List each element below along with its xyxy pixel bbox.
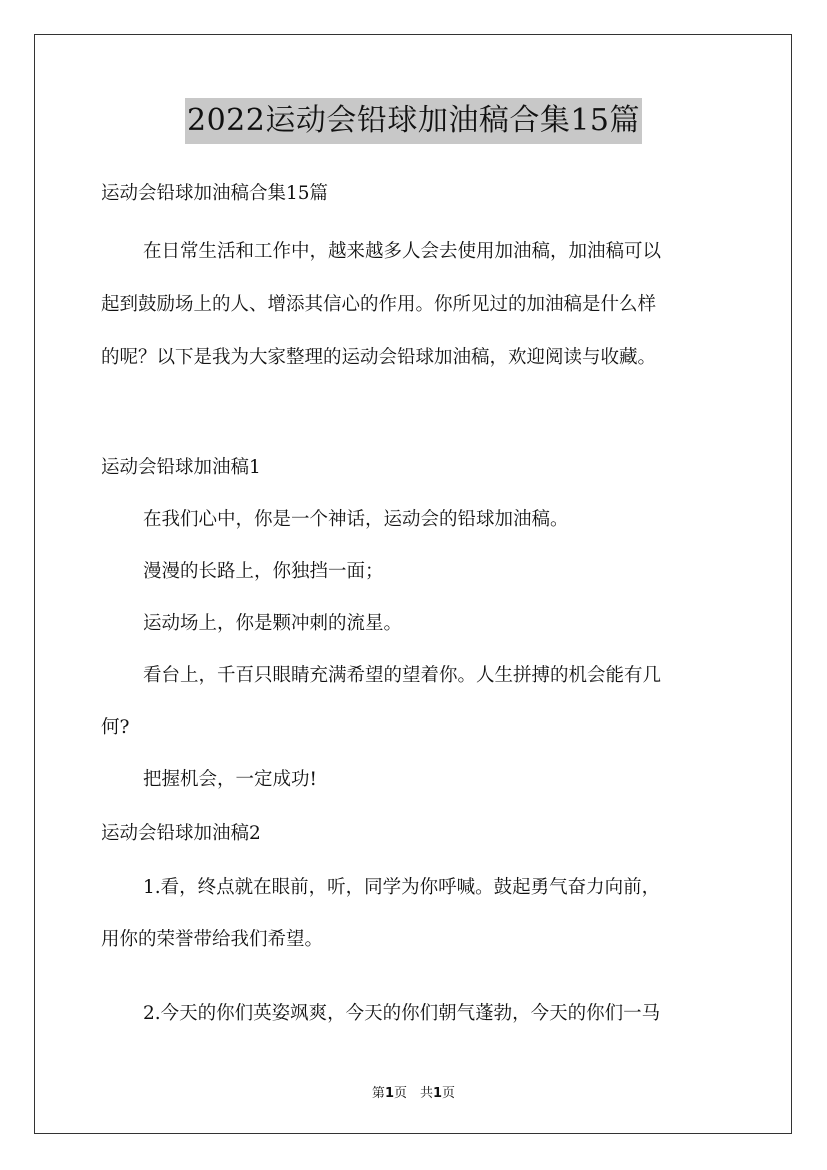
paragraph-line: 2.今天的你们英姿飒爽，今天的你们朝气蓬勃，今天的你们一马 (143, 1003, 661, 1024)
section-heading: 运动会铅球加油稿2 (101, 823, 261, 844)
subtitle: 运动会铅球加油稿合集15篇 (101, 183, 329, 204)
spacer (101, 382, 729, 446)
footer-prefix: 第 (371, 1086, 385, 1101)
paragraph-line: 用你的荣誉带给我们希望。 (101, 929, 324, 950)
paragraph-line: 在我们心中，你是一个神话，运动会的铅球加油稿。 (143, 509, 569, 530)
footer-suffix: 页 (442, 1086, 456, 1101)
paragraph-line: 运动场上，你是颗冲刺的流星。 (143, 613, 403, 634)
intro-line: 在日常生活和工作中，越来越多人会去使用加油稿，加油稿可以 (143, 241, 662, 262)
document-body (101, 174, 729, 1040)
footer-total-pages: 1 (433, 1086, 443, 1101)
title-wrap (0, 98, 827, 144)
page-title: 2022运动会铅球加油稿合集15篇 (185, 98, 642, 144)
page-footer (0, 1082, 827, 1101)
intro-line: 的呢？以下是我为大家整理的运动会铅球加油稿，欢迎阅读与收藏。 (101, 347, 657, 368)
paragraph-line: 看台上，千百只眼睛充满希望的望着你。人生拼搏的机会能有几 (143, 665, 662, 686)
section-heading: 运动会铅球加油稿1 (101, 457, 261, 478)
footer-mid: 页 共 (393, 1086, 433, 1101)
footer-page-number: 1 (384, 1086, 394, 1101)
spacer (101, 966, 729, 988)
paragraph-line: 漫漫的长路上，你独挡一面； (143, 561, 384, 582)
intro-line: 起到鼓励场上的人、增添其信心的作用。你所见过的加油稿是什么样 (101, 294, 657, 315)
paragraph-line: 何? (101, 717, 130, 738)
paragraph-line: 把握机会，一定成功! (143, 769, 317, 790)
spacer (101, 214, 729, 228)
paragraph-line: 1.看，终点就在眼前，听，同学为你呼喊。鼓起勇气奋力向前， (143, 877, 661, 898)
